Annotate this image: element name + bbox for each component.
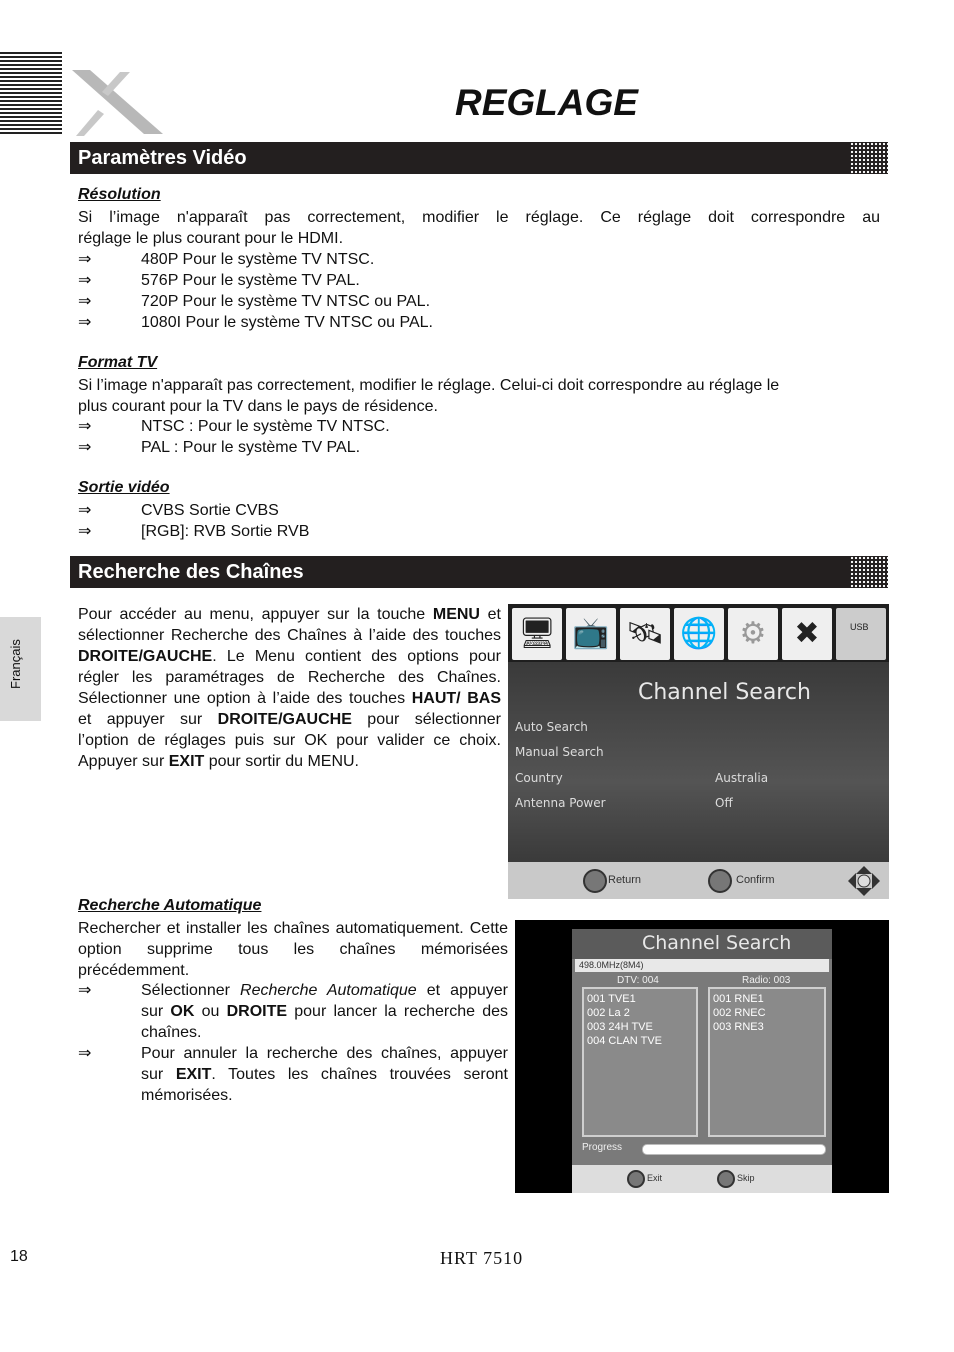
screen-title: Channel Search [642, 932, 792, 954]
radio-channel-list [708, 987, 826, 1137]
tools-icon: ✖ [782, 608, 832, 660]
gear-icon: ⚙ [728, 608, 778, 660]
format-intro-line1: Si l’image n'apparaît pas correctement, modifier le réglage. Celui-ci doit correspondre au réglage le [78, 377, 780, 394]
resolution-intro-line1: Si l’image n'apparaît pas correctement, modifier le réglage. Ce réglage doit correspondre au [78, 209, 880, 226]
channel-search-menu-screenshot [508, 604, 889, 899]
search-window [572, 929, 832, 1184]
confirm-label: Confirm [736, 874, 775, 886]
language-tab-label: Français [8, 639, 23, 689]
satellite-icon: 🛰 [620, 608, 670, 660]
list-item: 002 La 2 [587, 1007, 630, 1019]
skip-label: Skip [737, 1173, 755, 1183]
progress-bar [642, 1144, 826, 1155]
auto-search-intro: Rechercher et installer les chaînes automatiquement. Cette option supprime tous les chaînes mémorisées précédemment. [78, 920, 508, 979]
bar-dots [850, 556, 888, 588]
language-tab [0, 617, 41, 721]
list-item: 002 RNEC [713, 1007, 766, 1019]
menu-icon-row [508, 604, 889, 662]
auto-search-screenshot [515, 920, 889, 1193]
exit-button-icon [627, 1170, 645, 1188]
brand-x-logo [68, 66, 168, 138]
model-name: HRT 7510 [440, 1248, 524, 1268]
usb-icon: USB [836, 608, 886, 660]
menu-value-country: Australia [715, 771, 769, 785]
list-item: 001 TVE1 [587, 993, 636, 1005]
menu-item-auto-search: Auto Search [515, 720, 588, 734]
menu-item-country: Country [515, 771, 563, 785]
section-heading: Paramètres Vidéo [78, 147, 247, 169]
auto-search-title: Recherche Automatique [78, 897, 262, 914]
list-item: ⇒ Pour annuler la recherche des chaînes, appuyer sur EXIT. Toutes les chaînes trouvées seront mémorisées. [78, 1045, 508, 1104]
screen-footer [572, 1165, 832, 1193]
frequency-bar: 498.0MHz(8M4) [575, 959, 829, 972]
arrow-icon: ⇒ [78, 982, 92, 999]
resolution-intro-line2: réglage le plus courant pour le HDMI. [78, 230, 344, 247]
exit-label: Exit [647, 1173, 663, 1183]
section-heading: Recherche des Chaînes [78, 561, 304, 583]
list-item: 001 RNE1 [713, 993, 764, 1005]
header-stripes [0, 52, 62, 134]
list-item: 004 CLAN TVE [587, 1035, 663, 1047]
menu-item-manual-search: Manual Search [515, 745, 604, 759]
globe-clock-icon: 🌐 [674, 608, 724, 660]
tv-icon: 📺 [566, 608, 616, 660]
arrow-icon: ⇒ [78, 1045, 92, 1062]
format-intro-line2: plus courant pour la TV dans le pays de résidence. [78, 398, 438, 415]
channel-search-paragraph: Pour accéder au menu, appuyer sur la touche MENU et sélectionner Recherche des Chaînes à l’aide des touches DROITE/GAUCHE. Le Menu contient des options pour régler les paramétrages de Recherche des Chaînes. Sélectionner une option à l’aide des touches HAUT/ BAS et appuyer sur DROITE/GAUCHE pour sélectionner l’option de réglages puis sur OK pour valider ce choix. Appuyer sur EXIT pour sortir du MENU. [78, 606, 501, 770]
radio-count: Radio: 003 [742, 975, 791, 986]
sortie-title: Sortie vidéo [78, 479, 170, 496]
screen-title: Channel Search [638, 680, 811, 705]
progress-label: Progress [582, 1142, 623, 1153]
computer-icon: 🖥 [512, 608, 562, 660]
menu-item-antenna-power: Antenna Power [515, 796, 606, 810]
page-number: 18 [10, 1248, 28, 1265]
resolution-title: Résolution [78, 186, 161, 203]
tv-count: DTV: 004 [617, 975, 659, 986]
screen-footer [508, 862, 889, 899]
bar-dots [850, 142, 888, 174]
return-label: Return [608, 874, 642, 886]
navigation-arrows-icon [846, 864, 882, 898]
section-bar-channels [70, 556, 888, 588]
confirm-button-icon [708, 869, 732, 893]
progress-fill [643, 1145, 825, 1154]
channel-search-panel [508, 662, 889, 862]
section-bar-video [70, 142, 888, 174]
tv-channel-list [582, 987, 698, 1137]
page-title: REGLAGE [455, 82, 638, 123]
menu-value-antenna-power: Off [715, 796, 733, 810]
screen-header [572, 929, 832, 959]
format-title: Format TV [78, 354, 158, 371]
list-item: 003 24H TVE [587, 1021, 653, 1033]
skip-button-icon [717, 1170, 735, 1188]
list-item: ⇒ Sélectionner Recherche Automatique et appuyer sur OK ou DROITE pour lancer la recherche des chaînes. [78, 982, 509, 1041]
list-item: 003 RNE3 [713, 1021, 764, 1033]
return-button-icon [583, 869, 607, 893]
